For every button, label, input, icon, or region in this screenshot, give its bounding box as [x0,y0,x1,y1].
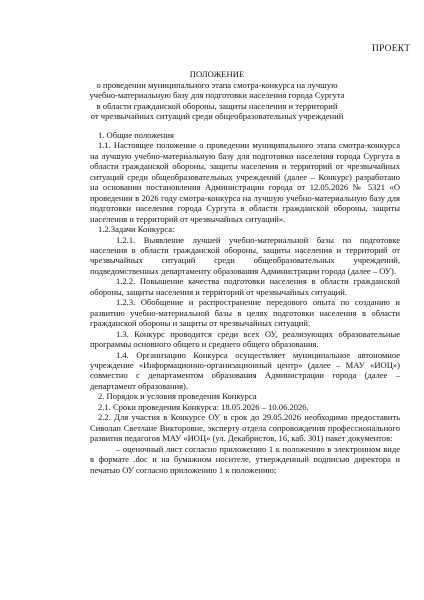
paragraph-1-2-2: 1.2.2. Повышение качества подготовки населения в области гражданской обороны, защиты населения и территорий от чрезвычайных ситуаций. [90,276,400,297]
section-heading-1: 1. Общие положения [98,130,174,140]
document-body [90,130,400,475]
paragraph-1-1: 1.1. Настоящее положение о проведении муниципального этапа смотра-конкурса на лучшую учебно-материальную базу для подготовки населения города Сургута в области гражданской обороны, защиты населения и территорий от чрезвычайных ситуаций среди общеобразовательных учреждений (далее – Конкурс) разработано на основании постановления Администрации города от 12.05.2026 № 5321 «О проведении в 2026 году смотра-конкурса на лучшую учебно-материальную базу для подготовки населения города Сургута в области гражданской обороны, защиты населения и территорий от чрезвычайных ситуаций». [90,140,400,224]
title-line: учебно-материальную базу для подготовки населения города Сургута [89,90,345,100]
section-heading-2: 2. Порядок и условия проведения Конкурса [98,391,257,402]
document-title [60,69,374,122]
paragraph-1-3: 1.3. Конкурс проводится среди всех ОУ, реализующих образовательные программы основного общего и среднего общего образования. [90,328,400,350]
draft-label: ПРОЕКТ [372,44,411,54]
paragraph-1-2-1: 1.2.1. Выявление лучшей учебно-материальной базы по подготовке населения в области гражданской обороны, защиты населения и территорий от чрезвычайных ситуаций среди общеобразовательных учреждений, подведомственных департаменту образования Администрации города (далее – ОУ). [90,234,400,276]
paragraph-1-2-3: 1.2.3. Обобщение и распространение передового опыта по созданию и развитию учебно-материальной базы в целях подготовки населения в области гражданской обороны и защиты от чрезвычайных ситуаций. [90,297,400,329]
paragraph-1-4: 1.4. Организацию Конкурса осуществляет муниципальное автономное учреждение «Информационно-организационный центр» (далее – МАУ «ИОЦ») совместно с департаментом образования Администрации города (далее – департамент образования). [90,349,400,391]
list-item: – оценочный лист согласно приложению 1 к положению в электронном виде в формате .doc и на бумажном носителе, утвержденный подписью директора и печатью ОУ согласно приложению 1 к положению; [90,443,400,475]
paragraph-2-2: 2.2. Для участия в Конкурсе ОУ в срок до 29.05.2026 необходимо предоставить Сиволап Светлане Викторовне, эксперту отдела сопровождения профессионального развития педагогов МАУ «ИОЦ» (ул. Декабристов, 16, каб. 301) пакет документов: [90,412,400,444]
paragraph-1-2: 1.2.Задачи Конкурса: [98,224,175,235]
paragraph-2-1: 2.1. Сроки проведения Конкурса: 18.05.2026 – 10.06.2026. [98,401,309,412]
title-line: о проведении муниципального этапа смотра-конкурса на лучшую [96,79,338,90]
title-line: в области гражданской обороны, защиты населения и территорий [96,100,338,111]
title-line: от чрезвычайных ситуаций среди общеобразовательных учреждений [90,111,344,121]
title-heading: ПОЛОЖЕНИЕ [189,69,245,79]
